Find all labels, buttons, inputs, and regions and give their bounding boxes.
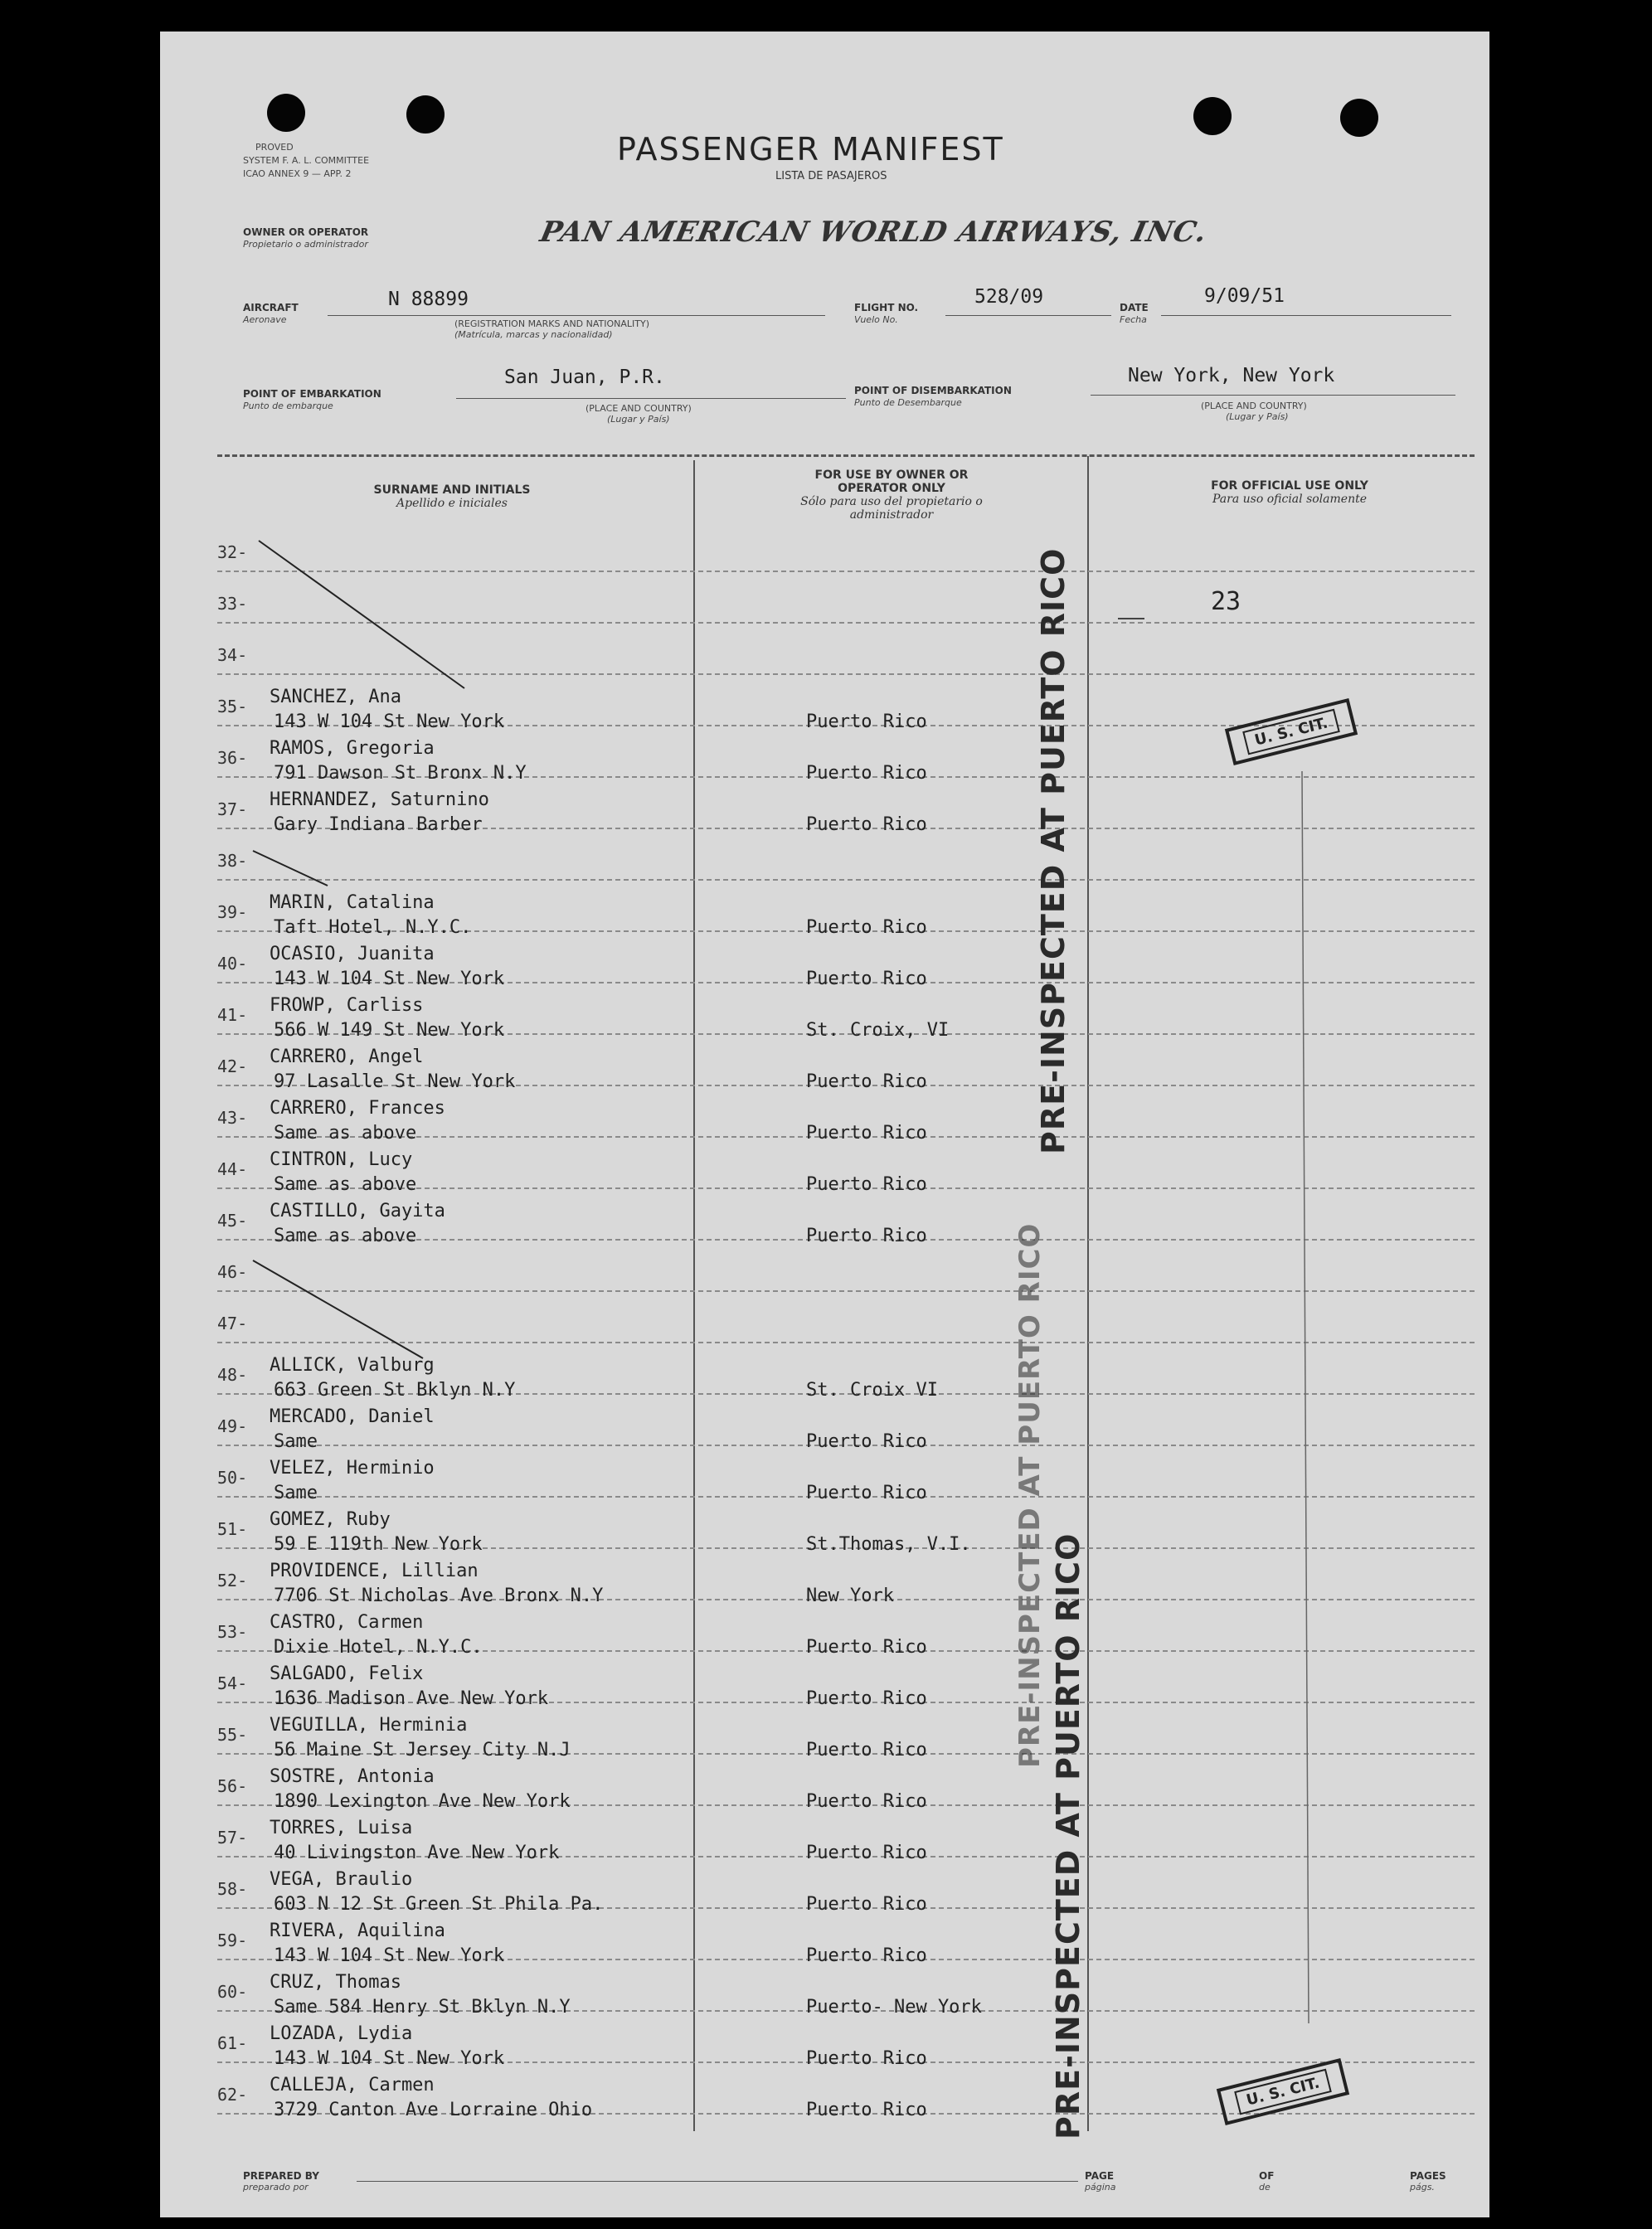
row-number: 59- — [217, 1930, 248, 1950]
passenger-origin: St. Croix VI — [806, 1380, 938, 1401]
passenger-name: CARRERO, Angel — [270, 1047, 424, 1067]
embark-value: San Juan, P.R. — [504, 367, 665, 388]
disembark-note: (PLACE AND COUNTRY) — [1201, 401, 1307, 411]
passenger-origin: New York — [806, 1586, 894, 1606]
row-number: 57- — [217, 1828, 248, 1848]
prepared-label-es: preparado por — [243, 2182, 309, 2193]
page-label: PAGE — [1085, 2170, 1115, 2182]
passenger-origin: Puerto Rico — [806, 814, 927, 835]
page-label-es: página — [1085, 2182, 1116, 2193]
approval-line-3: ICAO ANNEX 9 — APP. 2 — [243, 168, 352, 179]
passenger-address: 56 Maine St Jersey City N.J — [274, 1740, 571, 1760]
passenger-address: 143 W 104 St New York — [274, 969, 505, 989]
row-number: 56- — [217, 1776, 248, 1796]
passenger-name: SOSTRE, Antonia — [270, 1766, 435, 1787]
passenger-name: MARIN, Catalina — [270, 892, 435, 913]
passenger-origin: Puerto Rico — [806, 1226, 927, 1246]
flight-label-es: Vuelo No. — [854, 314, 898, 325]
passenger-origin: Puerto Rico — [806, 1843, 927, 1863]
row-number: 52- — [217, 1571, 248, 1590]
passenger-name: MERCADO, Daniel — [270, 1406, 435, 1427]
passenger-address: Same — [274, 1483, 318, 1503]
passenger-name: SANCHEZ, Ana — [270, 687, 401, 707]
row-number: 32- — [217, 542, 248, 562]
us-citizen-stamp-1: U. S. CIT. — [1225, 698, 1358, 765]
passenger-name: ALLICK, Valburg — [270, 1355, 435, 1376]
row-number: 47- — [217, 1314, 248, 1333]
aircraft-note: (REGISTRATION MARKS AND NATIONALITY) — [454, 318, 650, 329]
row-number: 37- — [217, 799, 248, 819]
airline-name: PAN AMERICAN WORLD AIRWAYS, INC. — [537, 216, 1211, 249]
owner-label: OWNER OR OPERATOR — [243, 226, 369, 238]
passenger-address: Gary Indiana Barber — [274, 814, 483, 835]
passenger-origin: Puerto Rico — [806, 2048, 927, 2069]
preinspected-stamp-3: PRE-INSPECTED AT PUERTO RICO — [1050, 1532, 1086, 2139]
passenger-address: 566 W 149 St New York — [274, 1020, 505, 1041]
passenger-address: 791 Dawson St Bronx N.Y — [274, 763, 527, 784]
embark-note-es: (Lugar y País) — [607, 414, 670, 425]
passenger-address: Dixie Hotel, N.Y.C. — [274, 1637, 483, 1658]
of-label-es: de — [1259, 2182, 1271, 2193]
row-number: 50- — [217, 1468, 248, 1488]
passenger-address: Same — [274, 1431, 318, 1452]
passenger-origin: Puerto Rico — [806, 1174, 927, 1195]
row-number: 54- — [217, 1673, 248, 1693]
crossout-46-47 — [253, 1260, 423, 1358]
preinspected-stamp-2: PRE-INSPECTED AT PUERTO RICO — [1013, 1222, 1047, 1768]
passenger-address: Same as above — [274, 1226, 417, 1246]
approval-line-1: PROVED — [255, 142, 294, 153]
row-number: 39- — [217, 902, 248, 922]
official-vertical-line — [1302, 771, 1309, 2023]
passenger-origin: Puerto Rico — [806, 1637, 927, 1658]
passenger-origin: Puerto Rico — [806, 1123, 927, 1144]
passenger-address: 1636 Madison Ave New York — [274, 1688, 549, 1709]
prepared-label: PREPARED BY — [243, 2170, 319, 2182]
manifest-subtitle: LISTA DE PASAJEROS — [775, 170, 887, 182]
row-number: 43- — [217, 1108, 248, 1128]
row-number: 42- — [217, 1056, 248, 1076]
passenger-origin: Puerto- New York — [806, 1997, 982, 2018]
row-number: 34- — [217, 645, 248, 665]
row-number: 33- — [217, 594, 248, 614]
passenger-origin: St.Thomas, V.I. — [806, 1534, 971, 1555]
column-header-surname: SURNAME AND INITIALS Apellido e iniciales — [373, 483, 531, 510]
passenger-address: 603 N 12 St Green St Phila Pa. — [274, 1894, 604, 1915]
embark-label-es: Punto de embarque — [243, 401, 333, 411]
disembark-label: POINT OF DISEMBARKATION — [854, 385, 1012, 396]
embark-note: (PLACE AND COUNTRY) — [585, 403, 692, 414]
aircraft-label: AIRCRAFT — [243, 302, 299, 313]
passenger-address: 40 Livingston Ave New York — [274, 1843, 560, 1863]
row-number: 44- — [217, 1159, 248, 1179]
disembark-label-es: Punto de Desembarque — [854, 397, 962, 408]
row-number: 60- — [217, 1982, 248, 2002]
row-number: 40- — [217, 954, 248, 974]
manifest-title: PASSENGER MANIFEST — [617, 131, 1004, 168]
passenger-name: OCASIO, Juanita — [270, 944, 435, 964]
passenger-name: VEGA, Braulio — [270, 1869, 413, 1890]
passenger-name: CARRERO, Frances — [270, 1098, 445, 1119]
date-label: DATE — [1120, 302, 1149, 313]
row-number: 48- — [217, 1365, 248, 1385]
passenger-origin: Puerto Rico — [806, 1483, 927, 1503]
passenger-name: SALGADO, Felix — [270, 1663, 424, 1684]
date-value: 9/09/51 — [1204, 285, 1285, 307]
row-number: 61- — [217, 2033, 248, 2053]
passenger-name: CASTRO, Carmen — [270, 1612, 424, 1633]
passenger-origin: Puerto Rico — [806, 1071, 927, 1092]
passenger-origin: Puerto Rico — [806, 2100, 927, 2120]
row-number: 53- — [217, 1622, 248, 1642]
crossout-32-34 — [259, 541, 464, 688]
passenger-name: TORRES, Luisa — [270, 1818, 413, 1838]
row-number: 55- — [217, 1725, 248, 1745]
official-count: 23 — [1211, 587, 1241, 616]
passenger-address: Same 584 Henry St Bklyn N.Y — [274, 1997, 571, 2018]
passenger-address: 143 W 104 St New York — [274, 2048, 505, 2069]
disembark-value: New York, New York — [1128, 365, 1335, 386]
passenger-origin: Puerto Rico — [806, 1894, 927, 1915]
embark-label: POINT OF EMBARKATION — [243, 388, 381, 400]
passenger-name: CALLEJA, Carmen — [270, 2075, 435, 2095]
passenger-address: 663 Green St Bklyn N.Y — [274, 1380, 516, 1401]
passenger-name: PROVIDENCE, Lillian — [270, 1561, 479, 1581]
passenger-address: 3729 Canton Ave Lorraine Ohio — [274, 2100, 593, 2120]
passenger-address: 59 E 119th New York — [274, 1534, 483, 1555]
pages-label: PAGES — [1410, 2170, 1446, 2182]
owner-label-es: Propietario o administrador — [243, 239, 368, 250]
flight-value: 528/09 — [974, 286, 1044, 308]
passenger-name: RIVERA, Aquilina — [270, 1921, 445, 1941]
row-number: 38- — [217, 851, 248, 871]
row-number: 41- — [217, 1005, 248, 1025]
of-label: OF — [1259, 2170, 1275, 2182]
passenger-name: LOZADA, Lydia — [270, 2023, 413, 2044]
passenger-address: Same as above — [274, 1174, 417, 1195]
passenger-name: CINTRON, Lucy — [270, 1149, 413, 1170]
us-citizen-stamp-2: U. S. CIT. — [1217, 2058, 1349, 2125]
row-number: 51- — [217, 1519, 248, 1539]
passenger-origin: Puerto Rico — [806, 1791, 927, 1812]
row-number: 49- — [217, 1416, 248, 1436]
row-number: 58- — [217, 1879, 248, 1899]
passenger-address: Taft Hotel, N.Y.C. — [274, 917, 472, 938]
row-number: 35- — [217, 697, 248, 716]
row-number: 46- — [217, 1262, 248, 1282]
row-number: 62- — [217, 2085, 248, 2105]
passenger-origin: Puerto Rico — [806, 1740, 927, 1760]
row-number: 36- — [217, 748, 248, 768]
passenger-address: 1890 Lexington Ave New York — [274, 1791, 571, 1812]
aircraft-value: N 88899 — [388, 289, 469, 310]
passenger-address: 143 W 104 St New York — [274, 1945, 505, 1966]
preinspected-stamp-1: PRE-INSPECTED AT PUERTO RICO — [1035, 547, 1071, 1154]
passenger-name: HERNANDEZ, Saturnino — [270, 789, 489, 810]
passenger-name: GOMEZ, Ruby — [270, 1509, 391, 1530]
column-header-owner: FOR USE BY OWNER OR OPERATOR ONLY Sólo para uso del propietario o administrador — [800, 469, 983, 522]
aircraft-label-es: Aeronave — [243, 314, 287, 325]
passenger-origin: Puerto Rico — [806, 1431, 927, 1452]
passenger-name: CASTILLO, Gayita — [270, 1201, 445, 1221]
passenger-origin: St. Croix, VI — [806, 1020, 950, 1041]
aircraft-note-es: (Matrícula, marcas y nacionalidad) — [454, 329, 613, 340]
pages-label-es: págs. — [1410, 2182, 1435, 2193]
passenger-name: RAMOS, Gregoria — [270, 738, 435, 759]
date-label-es: Fecha — [1120, 314, 1147, 325]
passenger-address: 97 Lasalle St New York — [274, 1071, 516, 1092]
crossout-38 — [253, 851, 328, 886]
passenger-name: VELEZ, Herminio — [270, 1458, 435, 1479]
passenger-origin: Puerto Rico — [806, 1945, 927, 1966]
passenger-address: 7706 St Nicholas Ave Bronx N.Y — [274, 1586, 604, 1606]
row-number: 45- — [217, 1211, 248, 1231]
passenger-address: 143 W 104 St New York — [274, 711, 505, 732]
passenger-name: VEGUILLA, Herminia — [270, 1715, 468, 1736]
passenger-origin: Puerto Rico — [806, 763, 927, 784]
approval-line-2: SYSTEM F. A. L. COMMITTEE — [243, 155, 370, 166]
passenger-origin: Puerto Rico — [806, 917, 927, 938]
column-header-official: FOR OFFICIAL USE ONLY Para uso oficial solamente — [1211, 479, 1368, 506]
flight-label: FLIGHT NO. — [854, 302, 919, 313]
passenger-address: Same as above — [274, 1123, 417, 1144]
prepared-underline — [357, 2181, 1078, 2182]
passenger-origin: Puerto Rico — [806, 711, 927, 732]
passenger-name: FROWP, Carliss — [270, 995, 424, 1016]
passenger-origin: Puerto Rico — [806, 1688, 927, 1709]
passenger-origin: Puerto Rico — [806, 969, 927, 989]
passenger-name: CRUZ, Thomas — [270, 1972, 401, 1993]
disembark-note-es: (Lugar y País) — [1226, 411, 1289, 422]
